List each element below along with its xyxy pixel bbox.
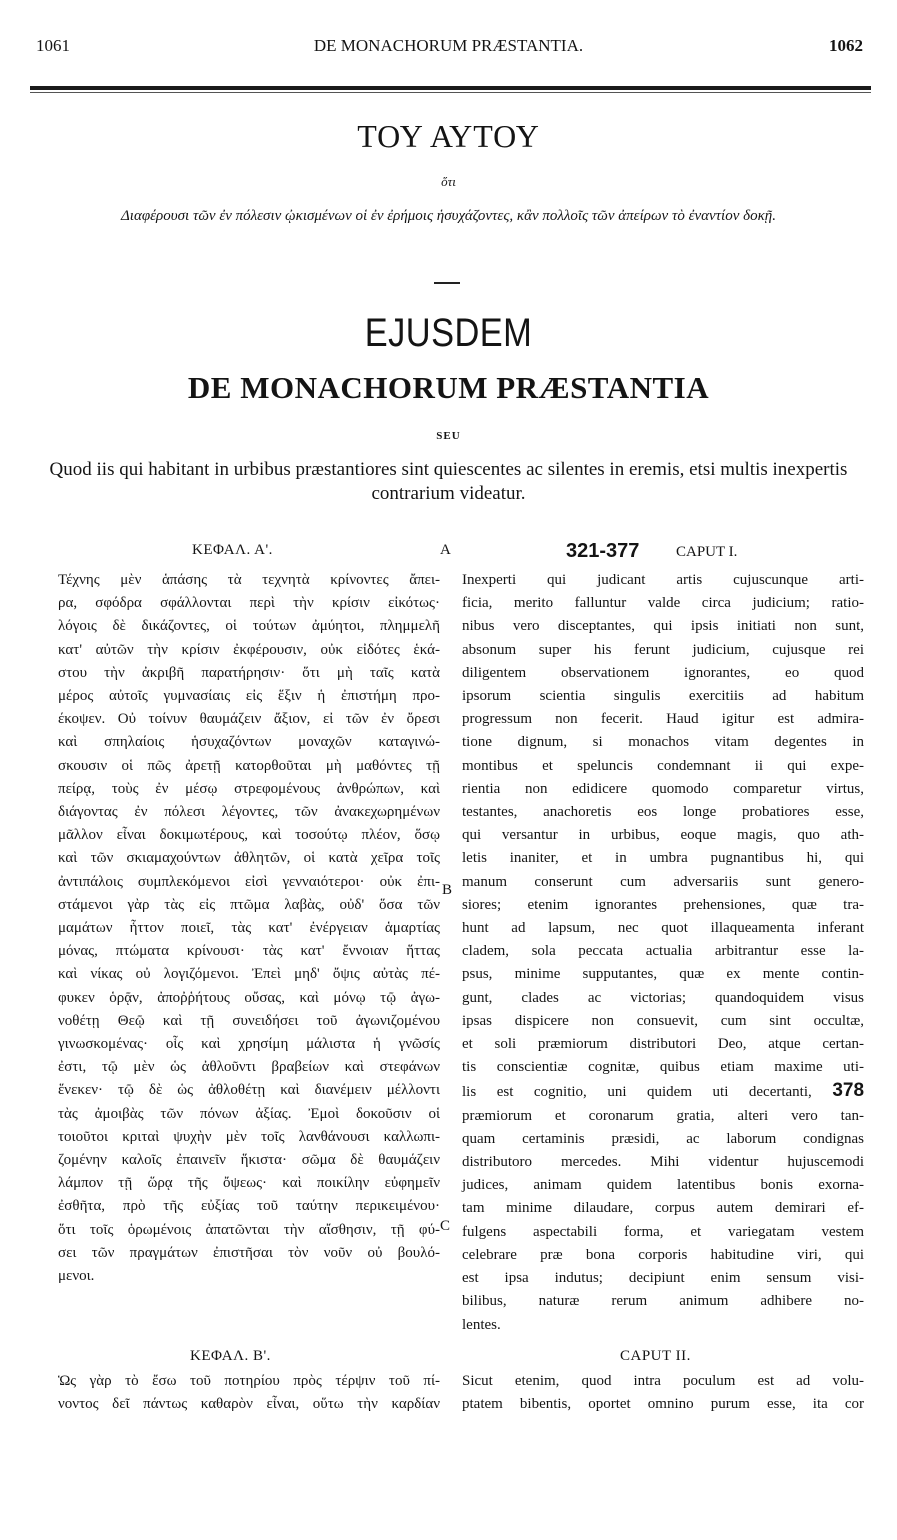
greek-column <box>58 569 440 1288</box>
latin-column-2 <box>462 1370 864 1416</box>
latin-line: hunt ad lapsum, nec quot illaqueamenta inferant <box>462 920 864 937</box>
header-rule-thin <box>30 92 871 93</box>
latin-line: gunt, clades ac victorias; quandoquidem visus <box>462 989 864 1006</box>
latin-line: cladem, sola peccata actualia arbitrantur esse la- <box>462 943 864 960</box>
greek-title: ΤΟΥ ΑΥΤΟΥ <box>357 118 540 154</box>
latin-line: ipsorum scientia singulis exercitiis ad habitum <box>462 688 864 705</box>
greek-subtitle: Διαφέρουσι τῶν ἐν πόλεσιν ᾠκισμένων οἱ ἐν ἐρήμοις ἡσυχάζοντες, κἂν πολλοῖς τῶν ἀπείρων τὸ ἐναντίον δοκῇ. <box>121 208 776 224</box>
latin-chapter-heading-1: CAPUT I. <box>676 544 738 560</box>
greek-line: μᾶλλον εἶναι δοκιμωτέρους, καὶ τοσούτῳ πλέον, ὅσῳ <box>58 827 440 844</box>
latin-line: siores; etenim ignorantes prehensiones, quæ tra- <box>462 896 864 913</box>
right-page-number: 1062 <box>829 36 863 55</box>
latin-line: absonum super his ferunt judicium, cujusque rei <box>462 641 864 658</box>
greek-line: γινωσκομένας· οἷς καὶ χρησίμη μάλιστα ἡ γνῶσίς <box>58 1036 440 1053</box>
header-rule <box>30 86 871 90</box>
greek-line: μόνας, πτώματα κρίνουσι· τὰς κατ' ἔννοιαν ἥττας <box>58 943 440 960</box>
greek-line: κατ' αὐτῶν τὴν κρίσιν ἐκφέρουσιν, οὐκ εἰδότες ἑκά- <box>58 641 440 658</box>
greek-line: στάμενοι γὰρ τὰς εἰς πτῶμα λαβὰς, οὐδ' ὅσα τῶν <box>58 896 440 913</box>
latin-line: Sicut etenim, quod intra poculum est ad volu- <box>462 1373 864 1389</box>
latin-line: progressum non fecerit. Haud igitur est admira- <box>462 711 864 728</box>
greek-line: μέρος αὐτοῖς γυμνασίαις εἰς ἕξιν ἡ ἐπιστήμη προ- <box>58 688 440 705</box>
greek-line: καὶ νίκας οὐ λογιζόμενοι. Ἐπεὶ μηδ' ὄψις αὐτὰς πέ- <box>58 966 440 983</box>
latin-line: distributoro mercedes. Mihi videntur hujuscemodi <box>462 1154 864 1171</box>
greek-title-oti: ὅτι <box>441 174 456 189</box>
greek-line: ἐστι, τῷ μὲν ὡς ἀθλοῦντι βραβείων καὶ στεφάνων <box>58 1059 440 1076</box>
greek-chapter-heading-1: ΚΕΦΑΛ. Α'. <box>192 542 273 558</box>
left-page-number: 1061 <box>36 36 70 55</box>
greek-column-2 <box>58 1370 440 1416</box>
latin-line: ptatem bibentis, oportet omnino purum esse, ita cor <box>462 1396 864 1413</box>
latin-line-text: lis est cognitio, uni quidem uti decertanti, <box>462 1084 812 1101</box>
latin-line: diligentem observationem ignorantes, eo quod <box>462 664 864 681</box>
latin-title-seu: SEU <box>436 430 461 442</box>
latin-line: est ipsa indutus; decipiunt enim sensum visi- <box>462 1270 864 1287</box>
latin-line: celebrare præ bona corporis habitudine viri, qui <box>462 1246 864 1263</box>
latin-line: præmiorum et coronarum gratia, alteri vero tan- <box>462 1107 864 1124</box>
latin-line: tam minime dilaudare, corpus autem demirari ef- <box>462 1200 864 1217</box>
latin-line: bilibus, naturæ rerum animum adhibere no- <box>462 1293 864 1310</box>
greek-line: σει τῶν πραγμάτων ἐπιστῆσαι τὸν νοῦν οὐ βουλό- <box>58 1244 440 1261</box>
greek-line: διάγοντας ἐν πόλεσι λέγοντες, τῶν ἀνακεχωρημένων <box>58 804 440 821</box>
greek-line: Ὡς γὰρ τὸ ἔσω τοῦ ποτηρίου πρὸς τέρψιν τοῦ πί- <box>58 1373 440 1389</box>
latin-line: Inexperti qui judicant artis cujuscunque arti- <box>462 572 864 588</box>
latin-line: psus, minime supputantes, quæ ex mente contin- <box>462 966 864 983</box>
running-title: DE MONACHORUM PRÆSTANTIA. <box>313 36 584 55</box>
latin-line: quam certaminis præsidi, ac laborum condignas <box>462 1130 864 1147</box>
greek-line: σκουσιν οἱ πῶς ἀρετῇ κατορθοῦται μὴ μαθόντες τῇ <box>58 757 440 774</box>
title-separator <box>434 282 460 284</box>
greek-line: καὶ τῶν σκιαμαχούντων ἀθλητῶν, οἱ κατὰ χεῖρα τοῖς <box>58 850 440 867</box>
greek-line: ἀντιπάλοις συμπλεκόμενοι εἰσὶ γενναιότεροι· οὐκ ἐπι- <box>58 873 440 890</box>
latin-subtitle: Quod iis qui habitant in urbibus præstantiores sint quiescentes ac silentes in eremis, etsi multis inexpertis contrarium videatur. <box>49 459 848 504</box>
latin-chapter-heading-2: CAPUT II. <box>620 1348 691 1364</box>
greek-line: νοθέτῃ Θεῷ καὶ τῇ συνειδήσει τοῦ ἀγωνιζομένου <box>58 1012 440 1029</box>
latin-line: rientia non edidicere quomodo comparetur virtus, <box>462 780 864 797</box>
greek-line: καὶ σπηλαίοις ἡσυχαζόντων μοναχῶν καταγινώ- <box>58 734 440 751</box>
greek-line: Τέχνης μὲν ἁπάσης τὰ τεχνητὰ κρίνοντες ἄπει- <box>58 572 440 588</box>
margin-letter-b: B <box>442 882 453 898</box>
greek-line: φυκεν ὁρᾷν, ἀποῤῥήτους οὔσας, καὶ μόνῳ τῷ ἀγω- <box>58 989 440 1006</box>
greek-line: ἕνεκεν· τῷ δὲ ὡς ἀθλοθέτῃ καὶ διανέμειν μέλλοντι <box>58 1082 440 1099</box>
latin-line: lentes. <box>462 1316 501 1333</box>
greek-line: ρα, σφόδρα σφάλλονται περὶ τὴν κρίσιν εἰκότως· <box>58 595 440 612</box>
latin-line: ficia, merito falluntur valde circa judicium; ratio- <box>462 595 864 612</box>
column-reference-number: 321-377 <box>566 540 640 562</box>
greek-line: τοιοῦτοι κριταὶ ψυχὴν μὲν τοῖς λανθάνουσι καλλωπι- <box>58 1128 440 1145</box>
greek-line: μενοι. <box>58 1268 95 1285</box>
greek-line: πείρᾳ, τοὺς ἐν μέσῳ στρεφομένους ἀνθρώπων, καὶ <box>58 780 440 797</box>
latin-line: testantes, anachoretis eos longe probatiores esse, <box>462 804 864 821</box>
latin-line: qui versantur in urbibus, eoque magis, quo ath- <box>462 827 864 844</box>
latin-line: montibus et speluncis condemnant ii qui expe- <box>462 757 864 774</box>
latin-line: ipsas dispicere non consuevit, cum sint occultæ, <box>462 1012 864 1029</box>
latin-title-sub: DE MONACHORUM PRÆSTANTIA <box>187 370 710 405</box>
greek-line: ὅτι τοῖς ὁρωμένοις ἀπατῶνται τὴν αἴσθησιν, τῇ φύ- <box>58 1221 440 1238</box>
greek-line: ζομένην καλοῖς ἐπαινεῖν ἥκιστα· σῶμα δὲ θαυμάζειν <box>58 1152 440 1169</box>
latin-title: EJUSDEM <box>364 311 533 355</box>
greek-line: λόγοις δὲ δικάζοντες, οἱ τούτων ἀμύητοι, πλημμελῆ <box>58 618 440 635</box>
column-number-378: 378 <box>832 1080 865 1102</box>
greek-chapter-heading-2: ΚΕΦΑΛ. Β'. <box>190 1348 271 1364</box>
greek-line: στου τὴν ἀκριβῆ παρατήρησιν· ὅτι μὴ ταῖς κατὰ <box>58 664 440 681</box>
latin-column <box>462 569 864 1337</box>
latin-line: tione dignum, si monachos vitam degentes in <box>462 734 864 751</box>
latin-line: nibus vero disceptantes, qui ipsis initiati non sunt, <box>462 618 864 635</box>
latin-line: fulgens aspectabili forma, et variegatam vestem <box>462 1223 864 1240</box>
latin-line: tis conscientiæ cognitæ, quibus etiam maxime uti- <box>462 1059 864 1076</box>
greek-line: τὰς ἀμοιβὰς τῶν πόνων ἀξίας. Ἐμοὶ δοκοῦσιν οἱ <box>58 1105 440 1122</box>
latin-line: judices, animam quidem latentibus bonis exorna- <box>462 1177 864 1194</box>
margin-letter-c: C <box>440 1218 451 1234</box>
latin-line: manum conserunt cum adversariis sunt genero- <box>462 873 864 890</box>
greek-line: έκοψεν. Οὐ τοίνυν θαυμάζειν ἄξιον, εἰ τῶν ἐν ὄρεσι <box>58 711 440 728</box>
greek-line: μαμάτων ἧττον ποιεῖ, τὰς κατ' ἐνέργειαν ἁμαρτίας <box>58 920 440 937</box>
greek-line: λάμπον τῇ ὥρᾳ τῆς ὄψεως· καὶ ποικίλην εὐφημεῖν <box>58 1175 440 1192</box>
latin-line: letis inaniter, et in umbra pugnantibus hi, qui <box>462 850 864 867</box>
margin-letter-a: A <box>440 542 451 558</box>
latin-line: et soli præmiorum distributori Deo, atque certan- <box>462 1036 864 1053</box>
greek-line: νοντος δεῖ πάντως καθαρὸν εἶναι, οὕτω τὴν καρδίαν <box>58 1396 440 1413</box>
latin-line-colnum <box>462 1079 864 1104</box>
greek-line: ἐσθῆτα, πρὸ τῆς εὐξίας τοῦ ταύτην περικειμένου· <box>58 1198 440 1215</box>
